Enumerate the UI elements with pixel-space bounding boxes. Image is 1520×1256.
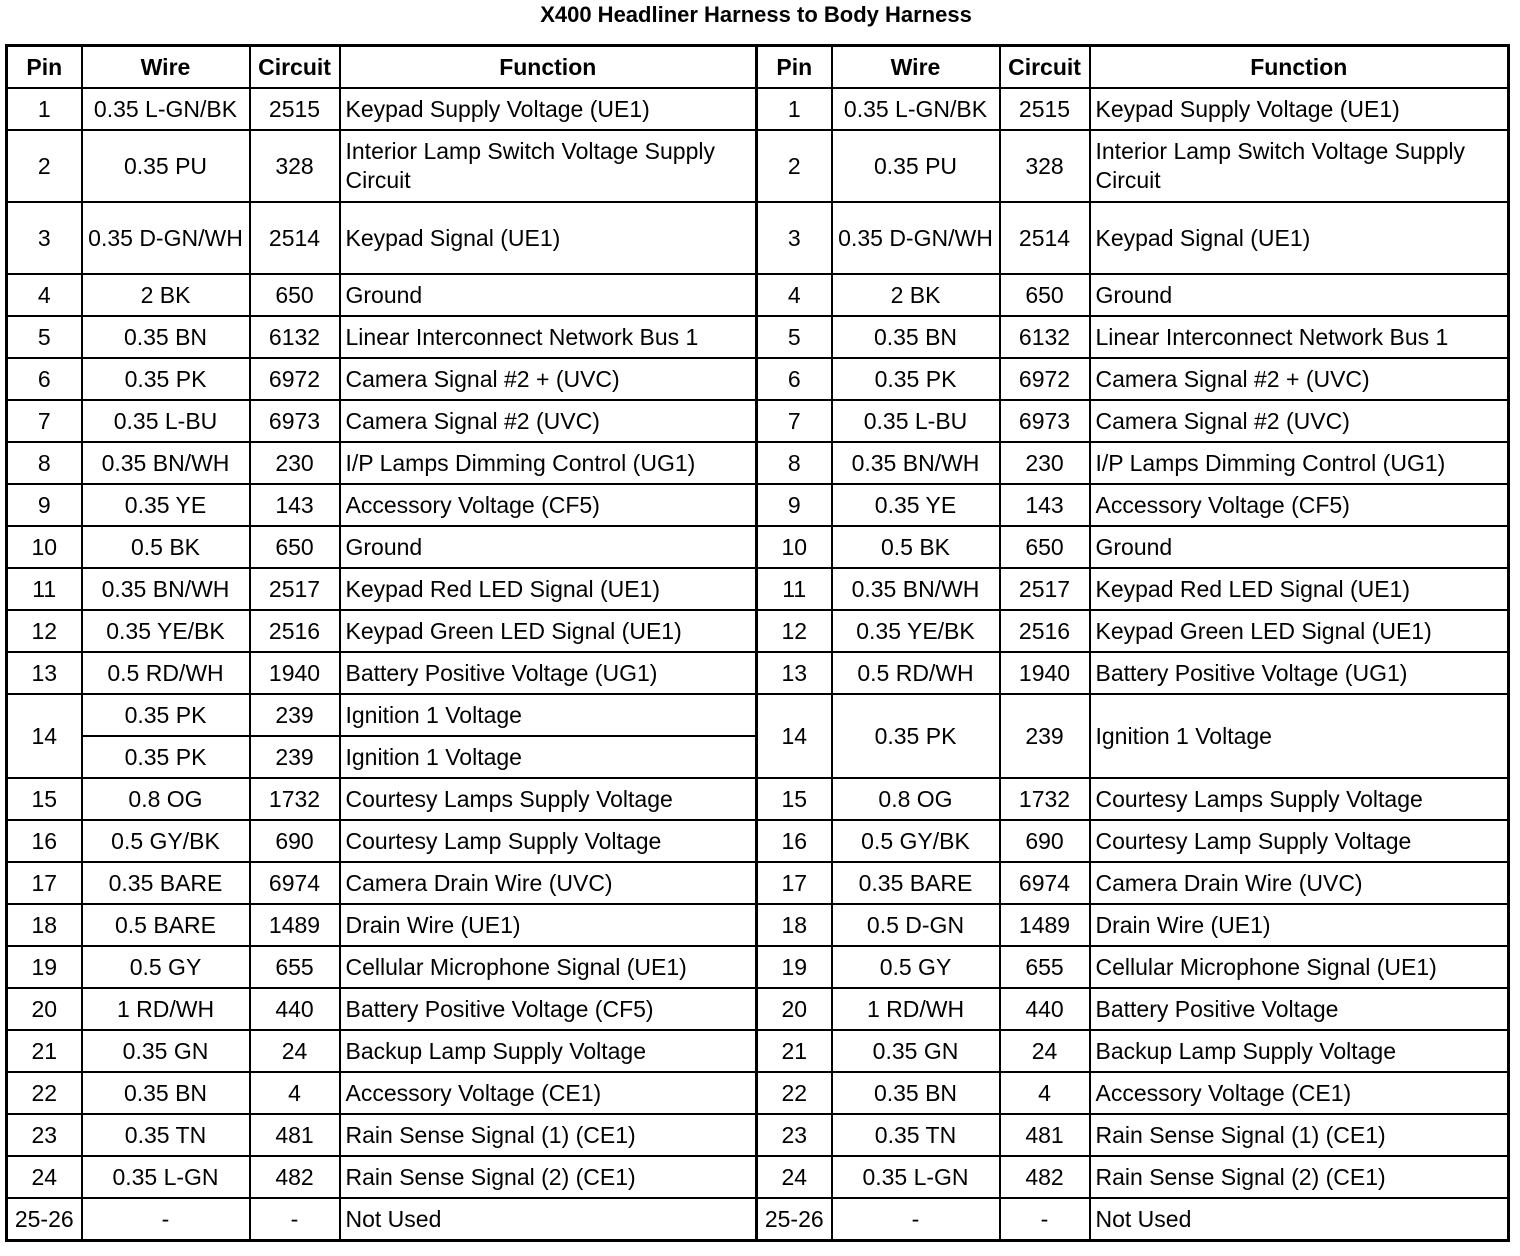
function-cell: Keypad Green LED Signal (UE1) — [1090, 610, 1509, 652]
pin-cell: 1 — [757, 88, 832, 130]
wire-cell: - — [82, 1198, 250, 1241]
table-row — [7, 358, 1509, 400]
header-wire: Wire — [82, 46, 250, 89]
circuit-cell: 4 — [250, 1072, 340, 1114]
circuit-cell: 1940 — [250, 652, 340, 694]
pin-cell: 25-26 — [757, 1198, 832, 1241]
header-pin: Pin — [7, 46, 82, 89]
table-row — [7, 442, 1509, 484]
table-row — [7, 1072, 1509, 1114]
function-cell: Rain Sense Signal (2) (CE1) — [340, 1156, 757, 1198]
header-pin: Pin — [757, 46, 832, 89]
circuit-cell: 6132 — [250, 316, 340, 358]
circuit-cell: 6972 — [1000, 358, 1090, 400]
circuit-cell: 481 — [250, 1114, 340, 1156]
circuit-cell: - — [250, 1198, 340, 1241]
wire-cell: 0.5 GY/BK — [832, 820, 1000, 862]
function-cell: Courtesy Lamps Supply Voltage — [1090, 778, 1509, 820]
pin-cell: 16 — [7, 820, 82, 862]
circuit-cell: 1489 — [250, 904, 340, 946]
wire-cell: 0.35 BN — [82, 1072, 250, 1114]
pin-cell: 15 — [757, 778, 832, 820]
wire-cell: 0.35 TN — [82, 1114, 250, 1156]
function-cell: Accessory Voltage (CE1) — [340, 1072, 757, 1114]
circuit-cell: 2517 — [1000, 568, 1090, 610]
pin-cell: 24 — [7, 1156, 82, 1198]
table-row — [7, 694, 1509, 736]
wire-cell: 0.5 GY — [82, 946, 250, 988]
wire-cell: 0.5 BARE — [82, 904, 250, 946]
circuit-cell: 2515 — [250, 88, 340, 130]
pin-cell: 19 — [7, 946, 82, 988]
header-function: Function — [1090, 46, 1509, 89]
wire-cell: 1 RD/WH — [82, 988, 250, 1030]
pin-cell: 3 — [7, 202, 82, 274]
wire-cell: 0.35 PU — [832, 130, 1000, 202]
wire-cell: 0.8 OG — [832, 778, 1000, 820]
circuit-cell: 328 — [1000, 130, 1090, 202]
pin-cell: 13 — [757, 652, 832, 694]
table-row — [7, 820, 1509, 862]
function-cell: Camera Signal #2 + (UVC) — [1090, 358, 1509, 400]
function-cell: Camera Drain Wire (UVC) — [1090, 862, 1509, 904]
circuit-cell: 1732 — [250, 778, 340, 820]
function-cell: Ground — [340, 526, 757, 568]
function-cell: Keypad Supply Voltage (UE1) — [1090, 88, 1509, 130]
circuit-cell: 690 — [250, 820, 340, 862]
wire-cell: 0.35 PK — [832, 694, 1000, 778]
pin-cell: 17 — [757, 862, 832, 904]
table-row — [7, 400, 1509, 442]
wire-cell: 0.35 YE — [832, 484, 1000, 526]
pin-cell: 9 — [757, 484, 832, 526]
wire-cell: 0.35 TN — [832, 1114, 1000, 1156]
wire-cell: 0.35 YE — [82, 484, 250, 526]
table-row — [7, 202, 1509, 274]
pin-cell: 2 — [757, 130, 832, 202]
function-cell: Ground — [1090, 526, 1509, 568]
pin-cell: 8 — [757, 442, 832, 484]
pin-cell: 7 — [757, 400, 832, 442]
circuit-cell: 2516 — [250, 610, 340, 652]
table-row — [7, 568, 1509, 610]
circuit-cell: 2517 — [250, 568, 340, 610]
wire-cell: 0.35 BN/WH — [832, 568, 1000, 610]
wire-cell: 0.5 RD/WH — [82, 652, 250, 694]
pin-cell: 20 — [7, 988, 82, 1030]
circuit-cell: 6973 — [250, 400, 340, 442]
header-row — [7, 46, 1509, 89]
function-cell: Backup Lamp Supply Voltage — [340, 1030, 757, 1072]
pin-cell: 9 — [7, 484, 82, 526]
function-cell: Accessory Voltage (CF5) — [340, 484, 757, 526]
pin-cell: 3 — [757, 202, 832, 274]
function-cell: Battery Positive Voltage (UG1) — [1090, 652, 1509, 694]
wire-cell: 0.35 L-BU — [82, 400, 250, 442]
table-row — [7, 130, 1509, 202]
pin-cell: 6 — [7, 358, 82, 400]
wire-cell: 0.35 BN — [82, 316, 250, 358]
function-cell: Backup Lamp Supply Voltage — [1090, 1030, 1509, 1072]
wire-cell: 0.35 BARE — [832, 862, 1000, 904]
function-cell: Keypad Signal (UE1) — [1090, 202, 1509, 274]
circuit-cell: 239 — [250, 694, 340, 736]
function-cell: Keypad Supply Voltage (UE1) — [340, 88, 757, 130]
pin-cell: 18 — [7, 904, 82, 946]
circuit-cell: 2514 — [250, 202, 340, 274]
wire-cell: 1 RD/WH — [832, 988, 1000, 1030]
pin-cell: 5 — [7, 316, 82, 358]
wire-cell: 0.35 L-GN/BK — [82, 88, 250, 130]
pin-cell: 4 — [757, 274, 832, 316]
circuit-cell: 650 — [1000, 274, 1090, 316]
function-cell: I/P Lamps Dimming Control (UG1) — [340, 442, 757, 484]
function-cell: Camera Signal #2 (UVC) — [1090, 400, 1509, 442]
wire-cell: 0.35 L-GN — [832, 1156, 1000, 1198]
function-cell: Rain Sense Signal (1) (CE1) — [340, 1114, 757, 1156]
circuit-cell: 6973 — [1000, 400, 1090, 442]
table-row — [7, 1198, 1509, 1241]
table-row — [7, 526, 1509, 568]
function-cell: Camera Drain Wire (UVC) — [340, 862, 757, 904]
table-row — [7, 484, 1509, 526]
circuit-cell: 690 — [1000, 820, 1090, 862]
wire-cell: 0.35 PU — [82, 130, 250, 202]
wire-cell: 0.35 D-GN/WH — [82, 202, 250, 274]
function-cell: Ignition 1 Voltage — [340, 736, 757, 778]
function-cell: Rain Sense Signal (1) (CE1) — [1090, 1114, 1509, 1156]
circuit-cell: 482 — [250, 1156, 340, 1198]
circuit-cell: 328 — [250, 130, 340, 202]
table-row — [7, 88, 1509, 130]
function-cell: I/P Lamps Dimming Control (UG1) — [1090, 442, 1509, 484]
circuit-cell: 6132 — [1000, 316, 1090, 358]
wire-cell: 0.35 YE/BK — [832, 610, 1000, 652]
function-cell: Linear Interconnect Network Bus 1 — [1090, 316, 1509, 358]
function-cell: Courtesy Lamp Supply Voltage — [1090, 820, 1509, 862]
table-row — [7, 904, 1509, 946]
function-cell: Ground — [1090, 274, 1509, 316]
function-cell: Camera Signal #2 (UVC) — [340, 400, 757, 442]
pin-cell: 10 — [757, 526, 832, 568]
function-cell: Linear Interconnect Network Bus 1 — [340, 316, 757, 358]
circuit-cell: 482 — [1000, 1156, 1090, 1198]
wire-cell: 0.35 BN — [832, 1072, 1000, 1114]
circuit-cell: 655 — [1000, 946, 1090, 988]
table-row — [7, 1114, 1509, 1156]
pin-cell: 12 — [7, 610, 82, 652]
function-cell: Accessory Voltage (CF5) — [1090, 484, 1509, 526]
pin-cell: 23 — [7, 1114, 82, 1156]
table-row — [7, 316, 1509, 358]
wire-cell: 0.35 PK — [82, 358, 250, 400]
wire-cell: 0.35 D-GN/WH — [832, 202, 1000, 274]
wire-cell: 2 BK — [82, 274, 250, 316]
table-row — [7, 274, 1509, 316]
circuit-cell: 1940 — [1000, 652, 1090, 694]
wire-cell: 0.35 BN/WH — [82, 568, 250, 610]
pin-cell: 12 — [757, 610, 832, 652]
table-row — [7, 862, 1509, 904]
wire-cell: 0.35 PK — [82, 736, 250, 778]
table-row — [7, 652, 1509, 694]
wire-cell: 0.5 RD/WH — [832, 652, 1000, 694]
table-row — [7, 1156, 1509, 1198]
function-cell: Ignition 1 Voltage — [340, 694, 757, 736]
function-cell: Camera Signal #2 + (UVC) — [340, 358, 757, 400]
pin-cell: 2 — [7, 130, 82, 202]
pin-cell: 11 — [757, 568, 832, 610]
wire-cell: 0.35 BARE — [82, 862, 250, 904]
wire-cell: 0.35 PK — [82, 694, 250, 736]
pin-cell: 16 — [757, 820, 832, 862]
function-cell: Drain Wire (UE1) — [340, 904, 757, 946]
function-cell: Courtesy Lamp Supply Voltage — [340, 820, 757, 862]
pin-cell: 19 — [757, 946, 832, 988]
wire-cell: 0.35 L-GN — [82, 1156, 250, 1198]
function-cell: Cellular Microphone Signal (UE1) — [340, 946, 757, 988]
pin-cell: 14 — [757, 694, 832, 778]
circuit-cell: 239 — [250, 736, 340, 778]
function-cell: Keypad Signal (UE1) — [340, 202, 757, 274]
pin-cell: 22 — [7, 1072, 82, 1114]
circuit-cell: 2514 — [1000, 202, 1090, 274]
pin-cell: 21 — [7, 1030, 82, 1072]
wire-cell: 0.5 GY/BK — [82, 820, 250, 862]
function-cell: Cellular Microphone Signal (UE1) — [1090, 946, 1509, 988]
pin-cell: 7 — [7, 400, 82, 442]
wire-cell: 0.35 GN — [832, 1030, 1000, 1072]
function-cell: Ground — [340, 274, 757, 316]
pin-cell: 15 — [7, 778, 82, 820]
wire-cell: 2 BK — [832, 274, 1000, 316]
pin-cell: 11 — [7, 568, 82, 610]
wire-cell: 0.8 OG — [82, 778, 250, 820]
pin-cell: 18 — [757, 904, 832, 946]
table-row — [7, 1030, 1509, 1072]
table-row — [7, 988, 1509, 1030]
function-cell: Battery Positive Voltage — [1090, 988, 1509, 1030]
pin-cell: 4 — [7, 274, 82, 316]
function-cell: Interior Lamp Switch Voltage Supply Circuit — [340, 130, 757, 202]
pin-cell: 5 — [757, 316, 832, 358]
table-row — [7, 610, 1509, 652]
wire-cell: 0.5 BK — [832, 526, 1000, 568]
circuit-cell: 230 — [1000, 442, 1090, 484]
pin-cell: 22 — [757, 1072, 832, 1114]
circuit-cell: - — [1000, 1198, 1090, 1241]
table-row — [7, 778, 1509, 820]
function-cell: Keypad Red LED Signal (UE1) — [1090, 568, 1509, 610]
circuit-cell: 650 — [250, 274, 340, 316]
function-cell: Ignition 1 Voltage — [1090, 694, 1509, 778]
pin-cell: 24 — [757, 1156, 832, 1198]
wire-cell: 0.5 BK — [82, 526, 250, 568]
table-row — [7, 946, 1509, 988]
circuit-cell: 143 — [250, 484, 340, 526]
pin-cell: 25-26 — [7, 1198, 82, 1241]
circuit-cell: 2515 — [1000, 88, 1090, 130]
function-cell: Keypad Green LED Signal (UE1) — [340, 610, 757, 652]
wire-cell: 0.35 GN — [82, 1030, 250, 1072]
circuit-cell: 143 — [1000, 484, 1090, 526]
page-title: X400 Headliner Harness to Body Harness — [540, 2, 972, 27]
header-wire: Wire — [832, 46, 1000, 89]
header-function: Function — [340, 46, 757, 89]
wire-cell: 0.35 BN/WH — [82, 442, 250, 484]
function-cell: Courtesy Lamps Supply Voltage — [340, 778, 757, 820]
function-cell: Drain Wire (UE1) — [1090, 904, 1509, 946]
circuit-cell: 655 — [250, 946, 340, 988]
pin-cell: 8 — [7, 442, 82, 484]
function-cell: Accessory Voltage (CE1) — [1090, 1072, 1509, 1114]
header-circuit: Circuit — [250, 46, 340, 89]
circuit-cell: 2516 — [1000, 610, 1090, 652]
circuit-cell: 440 — [1000, 988, 1090, 1030]
circuit-cell: 650 — [1000, 526, 1090, 568]
circuit-cell: 1489 — [1000, 904, 1090, 946]
function-cell: Keypad Red LED Signal (UE1) — [340, 568, 757, 610]
wire-cell: 0.35 L-BU — [832, 400, 1000, 442]
function-cell: Battery Positive Voltage (CF5) — [340, 988, 757, 1030]
circuit-cell: 4 — [1000, 1072, 1090, 1114]
circuit-cell: 239 — [1000, 694, 1090, 778]
circuit-cell: 1732 — [1000, 778, 1090, 820]
pinout-table — [5, 44, 1510, 1242]
function-cell: Interior Lamp Switch Voltage Supply Circuit — [1090, 130, 1509, 202]
wire-cell: 0.35 PK — [832, 358, 1000, 400]
wire-cell: 0.35 BN — [832, 316, 1000, 358]
pin-cell: 6 — [757, 358, 832, 400]
function-cell: Rain Sense Signal (2) (CE1) — [1090, 1156, 1509, 1198]
circuit-cell: 6972 — [250, 358, 340, 400]
pin-cell: 21 — [757, 1030, 832, 1072]
pin-cell: 23 — [757, 1114, 832, 1156]
circuit-cell: 24 — [250, 1030, 340, 1072]
wire-cell: 0.35 L-GN/BK — [832, 88, 1000, 130]
wire-cell: 0.35 BN/WH — [832, 442, 1000, 484]
circuit-cell: 481 — [1000, 1114, 1090, 1156]
circuit-cell: 6974 — [250, 862, 340, 904]
pin-cell: 20 — [757, 988, 832, 1030]
wire-cell: 0.5 GY — [832, 946, 1000, 988]
function-cell: Battery Positive Voltage (UG1) — [340, 652, 757, 694]
circuit-cell: 24 — [1000, 1030, 1090, 1072]
pin-cell: 17 — [7, 862, 82, 904]
circuit-cell: 6974 — [1000, 862, 1090, 904]
pin-cell: 10 — [7, 526, 82, 568]
pin-cell: 14 — [7, 694, 82, 778]
circuit-cell: 440 — [250, 988, 340, 1030]
circuit-cell: 230 — [250, 442, 340, 484]
wire-cell: - — [832, 1198, 1000, 1241]
circuit-cell: 650 — [250, 526, 340, 568]
pin-cell: 1 — [7, 88, 82, 130]
pin-cell: 13 — [7, 652, 82, 694]
wire-cell: 0.35 YE/BK — [82, 610, 250, 652]
header-circuit: Circuit — [1000, 46, 1090, 89]
function-cell: Not Used — [1090, 1198, 1509, 1241]
function-cell: Not Used — [340, 1198, 757, 1241]
wire-cell: 0.5 D-GN — [832, 904, 1000, 946]
